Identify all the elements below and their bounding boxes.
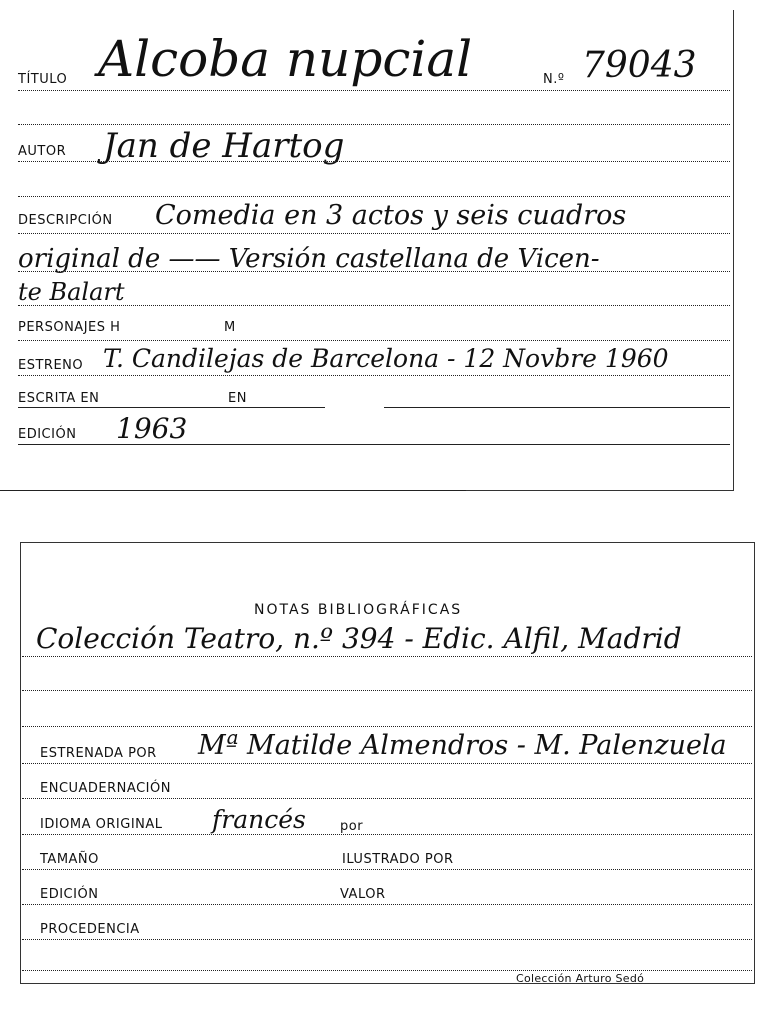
tamano-label: TAMAÑO [40,852,99,867]
escrita-line-left [18,407,325,408]
personajes-line [18,340,730,341]
top-card-bottom-rule [0,490,466,491]
estreno-label: ESTRENO [18,358,84,373]
descripcion-rule-1 [18,233,730,234]
encuadernacion-line [22,798,752,799]
edicion-label: EDICIÓN [18,427,77,442]
estreno-value: T. Candilejas de Barcelona - 12 Novbre 1960 [103,344,669,373]
notas-line-1 [22,656,752,657]
estrenada-value: Mª Matilde Almendros - M. Palenzuela [198,730,727,761]
notas-line-3 [22,726,752,727]
autor-label: AUTOR [18,144,67,159]
edicion-line [18,444,730,445]
descripcion-rule-2 [18,271,730,272]
titulo-line [18,90,730,91]
autor-value: Jan de Hartog [103,126,345,166]
personajes-label: PERSONAJES H [18,320,121,335]
estrenada-line [22,763,752,764]
notas-value: Colección Teatro, n.º 394 - Edic. Alfil, Madrid [36,622,682,655]
edicion-bottom-label: EDICIÓN [40,887,99,902]
procedencia-line [22,939,752,940]
descripcion-line-3: te Balart [18,278,125,306]
idioma-line [22,834,752,835]
numero-value: 79043 [582,45,697,86]
notas-line-2 [22,690,752,691]
autor-line [18,161,730,162]
coleccion-label: Colección Arturo Sedó [516,972,645,985]
tamano-line [22,869,752,870]
edicion-value: 1963 [116,412,188,445]
escrita-label: ESCRITA EN [18,391,100,406]
blank-line-2 [18,196,730,197]
blank-line-1 [18,124,730,125]
descripcion-line-1: Comedia en 3 actos y seis cuadros [155,200,627,231]
bottom-rule [22,970,752,971]
valor-label: VALOR [340,887,386,902]
ilustrado-label: ILUSTRADO POR [342,852,454,867]
edicion-bottom-line [22,904,752,905]
procedencia-label: PROCEDENCIA [40,922,140,937]
titulo-value: Alcoba nupcial [98,30,473,88]
descripcion-line-2: original de —— Versión castellana de Vicen- [18,244,600,274]
por-label: por [340,819,364,834]
titulo-label: TÍTULO [18,72,68,87]
encuadernacion-label: ENCUADERNACIÓN [40,781,171,796]
idioma-value: francés [212,805,306,834]
idioma-label: IDIOMA ORIGINAL [40,817,163,832]
estrenada-label: ESTRENADA POR [40,746,157,761]
escrita-en-label: EN [228,391,247,406]
estreno-line [18,375,730,376]
escrita-line-right [384,407,730,408]
notas-title: NOTAS BIBLIOGRÁFICAS [254,602,463,618]
descripcion-rule-3 [18,305,730,306]
numero-label: N.º [543,72,565,87]
descripcion-label: DESCRIPCIÓN [18,213,113,228]
personajes-m-label: M [224,320,236,335]
